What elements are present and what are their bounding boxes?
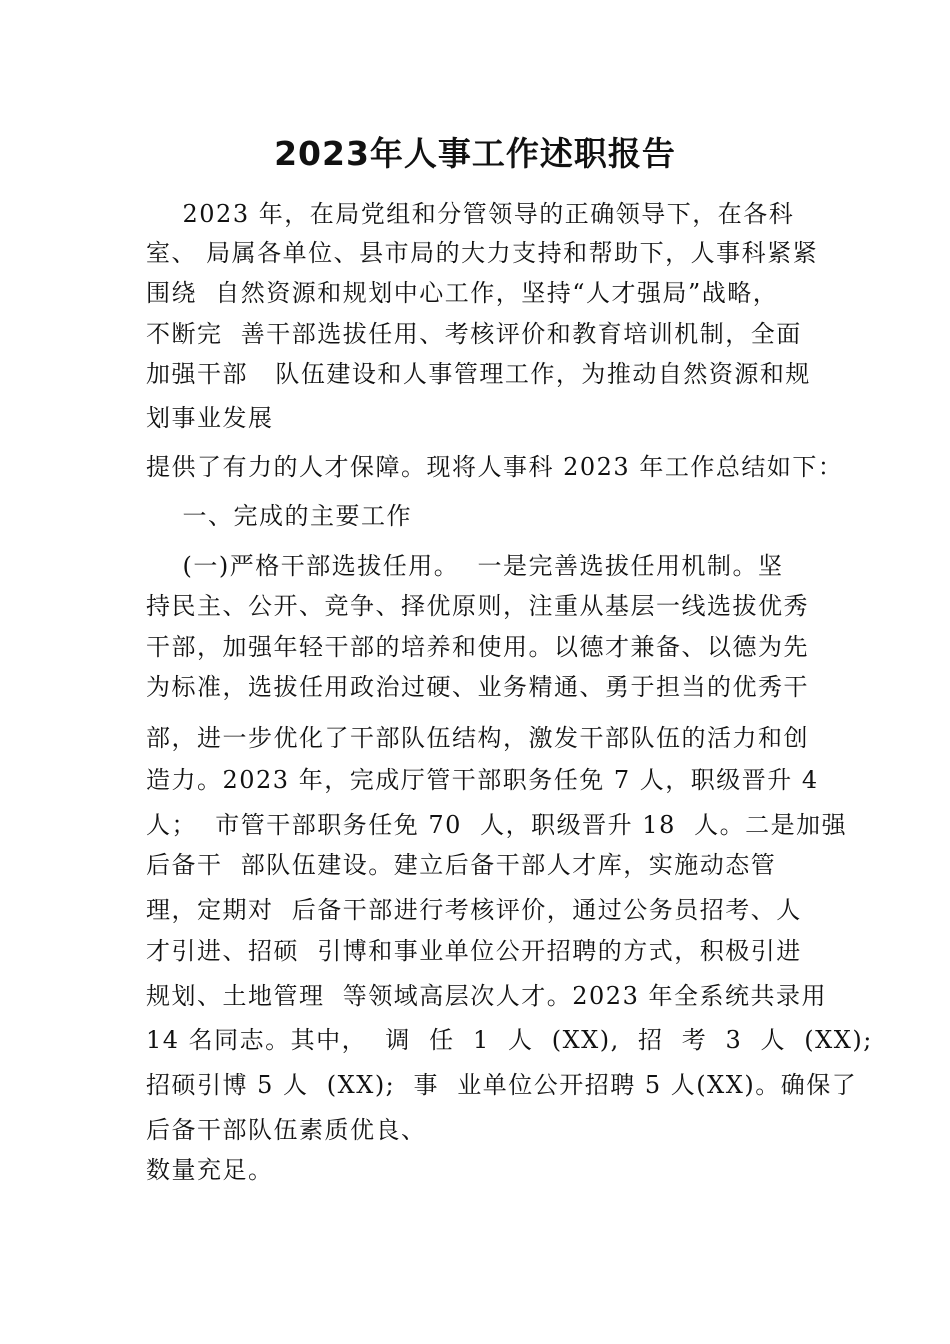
paragraph-line: 室、 局属各单位、县市局的大力支持和帮助下，人事科紧紧 xyxy=(146,239,819,267)
paragraph-line: 招硕引博 5 人 (XX); 事 业单位公开招聘 5 人(XX)。确保了 xyxy=(146,1071,858,1099)
paragraph-line: (一)严格干部选拔任用。 一是完善选拔任用机制。坚 xyxy=(146,552,784,580)
paragraph-line: 划事业发展 xyxy=(146,404,274,432)
paragraph-line: 后备干部队伍素质优良、 xyxy=(146,1116,427,1144)
paragraph-line: 后备干 部队伍建设。建立后备干部人才库，实施动态管 xyxy=(146,851,777,879)
paragraph-line: 造力。2023 年，完成厅管干部职务任免 7 人，职级晋升 4 xyxy=(146,766,819,794)
document-title: 2023年人事工作述职报告 xyxy=(274,134,676,173)
paragraph-line: 14 名同志。其中， 调 任 1 人 (XX), 招 考 3 人 (XX); xyxy=(146,1026,873,1054)
paragraph-line: 理，定期对 后备干部进行考核评价，通过公务员招考、人 xyxy=(146,896,802,924)
paragraph-line: 加强干部 队伍建设和人事管理工作，为推动自然资源和规 xyxy=(146,360,811,388)
paragraph-line: 不断完 善干部选拔任用、考核评价和教育培训机制，全面 xyxy=(146,320,802,348)
paragraph-line: 为标准，选拔任用政治过硬、业务精通、勇于担当的优秀干 xyxy=(146,673,809,701)
section-heading: 一、完成的主要工作 xyxy=(146,502,413,530)
paragraph-line: 持民主、公开、竞争、择优原则，注重从基层一线选拔优秀 xyxy=(146,592,809,620)
paragraph-line: 部，进一步优化了干部队伍结构，激发干部队伍的活力和创 xyxy=(146,724,809,752)
paragraph-line: 才引进、招硕 引博和事业单位公开招聘的方式，积极引进 xyxy=(146,937,802,965)
paragraph-line: 2023 年，在局党组和分管领导的正确领导下，在各科 xyxy=(146,200,795,228)
paragraph-line: 提供了有力的人才保障。现将人事科 2023 年工作总结如下： xyxy=(146,453,844,481)
paragraph-line: 围绕 自然资源和规划中心工作，坚持“人才强局”战略， xyxy=(146,279,779,307)
paragraph-line: 干部，加强年轻干部的培养和使用。以德才兼备、以德为先 xyxy=(146,633,809,661)
paragraph-line: 数量充足。 xyxy=(146,1156,274,1184)
paragraph-line: 规划、土地管理 等领域高层次人才。2023 年全系统共录用 xyxy=(146,982,827,1010)
paragraph-line: 人； 市管干部职务任免 70 人，职级晋升 18 人。二是加强 xyxy=(146,811,848,839)
